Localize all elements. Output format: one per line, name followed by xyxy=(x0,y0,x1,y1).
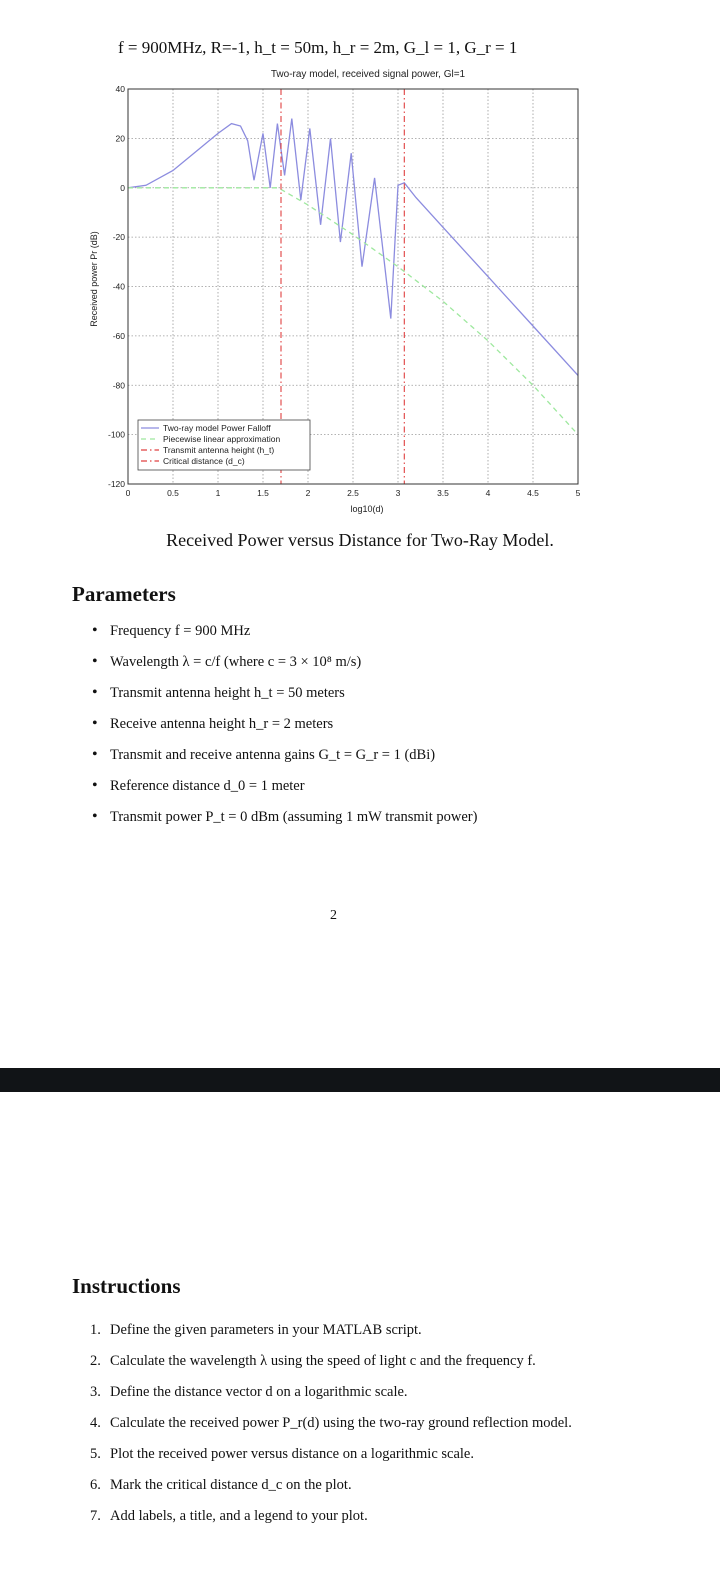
page-number: 2 xyxy=(330,908,337,923)
instruction-number: 1. xyxy=(90,1322,101,1338)
instruction-number: 2. xyxy=(90,1353,101,1369)
x-tick-label: 4.5 xyxy=(527,488,539,498)
y-tick-label: -60 xyxy=(112,330,125,341)
parameter-item: • Transmit antenna height h_t = 50 meters xyxy=(92,684,672,715)
x-axis-label: log10(d) xyxy=(350,504,384,514)
y-tick-label: -120 xyxy=(107,479,125,489)
parameters-heading: Parameters xyxy=(72,582,176,606)
x-tick-label: 2.5 xyxy=(347,488,359,498)
x-tick-label: 2 xyxy=(305,488,311,498)
x-tick-label: 5 xyxy=(575,488,581,498)
instruction-number: 5. xyxy=(90,1446,101,1462)
instruction-text: Calculate the received power P_r(d) using the two-ray ground reflection model. xyxy=(110,1415,572,1431)
figure-caption: Received Power versus Distance for Two-Ray Model. xyxy=(166,530,554,550)
parameter-item: • Transmit and receive antenna gains G_t = G_r = 1 (dBi) xyxy=(92,746,672,777)
chart-legend xyxy=(138,420,310,470)
instructions-heading: Instructions xyxy=(72,1274,181,1298)
instruction-number: 4. xyxy=(90,1415,101,1431)
y-tick-label: -80 xyxy=(112,380,125,391)
instruction-item xyxy=(90,1322,610,1339)
page-divider xyxy=(0,1068,720,1092)
received-power-chart xyxy=(80,64,600,524)
y-tick-label: -20 xyxy=(112,232,125,243)
instruction-item xyxy=(90,1415,610,1432)
x-tick-label: 3 xyxy=(395,488,401,498)
x-tick-label: 1.5 xyxy=(257,488,269,498)
instruction-item xyxy=(90,1353,610,1370)
x-tick-label: 1 xyxy=(215,488,221,498)
instruction-text: Add labels, a title, and a legend to your plot. xyxy=(110,1508,368,1524)
instruction-item xyxy=(90,1446,610,1463)
y-tick-label: 40 xyxy=(115,84,125,94)
parameter-item: • Transmit power P_t = 0 dBm (assuming 1 mW transmit power) xyxy=(92,808,672,839)
instruction-number: 3. xyxy=(90,1384,101,1400)
y-tick-label: 20 xyxy=(115,133,125,144)
legend-label: Piecewise linear approximation xyxy=(163,434,281,444)
instruction-text: Mark the critical distance d_c on the plot. xyxy=(110,1477,352,1493)
instructions-list xyxy=(90,1322,610,1539)
instruction-number: 7. xyxy=(90,1508,101,1524)
x-tick-label: 3.5 xyxy=(437,488,449,498)
instruction-text: Define the distance vector d on a logarithmic scale. xyxy=(110,1384,408,1400)
parameter-item: • Reference distance d_0 = 1 meter xyxy=(92,777,672,808)
y-tick-label: -40 xyxy=(112,281,125,292)
parameter-item: • Frequency f = 900 MHz xyxy=(92,622,672,653)
instruction-text: Calculate the wavelength λ using the speed of light c and the frequency f. xyxy=(110,1353,536,1369)
instruction-number: 6. xyxy=(90,1477,101,1493)
y-tick-label: 0 xyxy=(120,182,125,193)
instruction-text: Define the given parameters in your MATLAB script. xyxy=(110,1322,422,1338)
document-page-2 xyxy=(0,1092,720,1581)
parameter-item: • Receive antenna height h_r = 2 meters xyxy=(92,715,672,746)
legend-label: Critical distance (d_c) xyxy=(163,456,245,466)
y-tick-label: -100 xyxy=(107,429,125,440)
chart-title: Two-ray model, received signal power, Gl=1 xyxy=(270,69,466,80)
parameter-item: • Wavelength λ = c/f (where c = 3 × 10⁸ m/s) xyxy=(92,653,672,684)
instruction-text: Plot the received power versus distance on a logarithmic scale. xyxy=(110,1446,474,1462)
legend-label: Transmit antenna height (h_t) xyxy=(163,445,275,455)
x-tick-label: 0 xyxy=(125,488,131,498)
instruction-item xyxy=(90,1384,610,1401)
instruction-item xyxy=(90,1508,610,1525)
figure-heading: f = 900MHz, R=-1, h_t = 50m, h_r = 2m, G_l = 1, G_r = 1 xyxy=(118,38,518,57)
instruction-item xyxy=(90,1477,610,1494)
x-tick-label: 0.5 xyxy=(167,488,179,498)
parameters-list xyxy=(92,622,672,839)
y-axis-label: Received power Pr (dB) xyxy=(89,231,99,327)
legend-label: Two-ray model Power Falloff xyxy=(163,423,271,433)
x-tick-label: 4 xyxy=(485,488,491,498)
